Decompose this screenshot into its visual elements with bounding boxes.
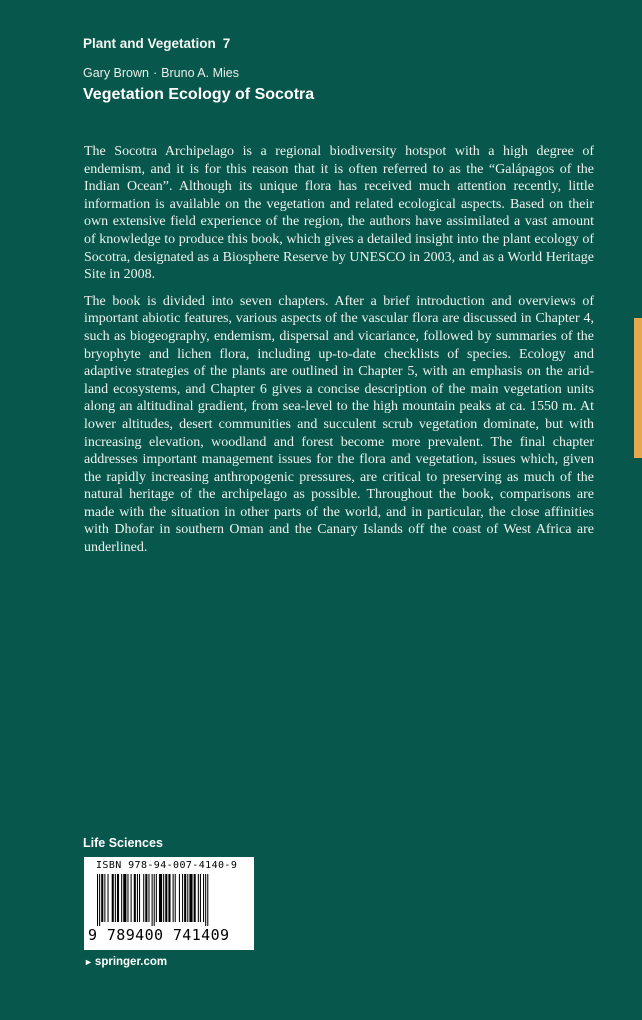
barcode-bar bbox=[101, 874, 103, 922]
isbn-label: ISBN 978-94-007-4140-9 bbox=[96, 860, 238, 871]
barcode-bar bbox=[175, 874, 176, 922]
barcode-bar bbox=[189, 874, 192, 922]
barcode-bar bbox=[108, 874, 109, 922]
barcode-bar bbox=[127, 874, 128, 922]
barcode-bar bbox=[145, 874, 147, 922]
barcode-bar bbox=[112, 874, 114, 922]
barcode-bar bbox=[123, 874, 126, 922]
paragraph-2: The book is divided into seven chapters. After a brief introduction and overviews of important abiotic features, various aspects of the vascular flora are discussed in Chapter 4, such as biogeography, endemism, dispersal and vicariance, followed by summaries of the bryophyte and lichen flora, including up-to-date checklists of species. Ecology and adaptive strategies of the plants are outlined in Chapter 5, with an emphasis on the arid-land ecosystems, and Chapter 6 gives a concise description of the main vegetation units along an altitudinal gradient, from sea-level to the high mountain peaks at ca. 1550 m. At lower altitudes, desert communities and succulent scrub vegetation dominate, but with increasing elevation, woodland and forest become more prevalent. The final chapter addresses important management issues for the flora and vegetation, issues which, given the rapidly increasing anthropogenic pressures, are critical to preserving as much of the natural heritage of the archipelago as possible. Throughout the book, comparisons are made with the situation in other parts of the world, and in particular, the close affinities with Dhofar in southern Oman and the Canary Islands off the coast of West Africa are underlined. bbox=[84, 293, 594, 556]
publisher-link[interactable] bbox=[84, 956, 167, 968]
barcode-bar bbox=[163, 874, 164, 922]
barcode-bar bbox=[168, 874, 170, 922]
barcode-bar bbox=[137, 874, 138, 922]
barcode-bar bbox=[99, 874, 100, 926]
barcode-box bbox=[84, 857, 254, 950]
series-number: 7 bbox=[222, 36, 231, 51]
barcode-bar bbox=[134, 874, 136, 922]
barcode-bars bbox=[97, 874, 242, 926]
barcode-bar bbox=[203, 874, 204, 922]
subject-label: Life Sciences bbox=[83, 836, 163, 850]
barcode-bar bbox=[173, 874, 174, 922]
barcode-bar bbox=[97, 874, 98, 926]
barcode-bar bbox=[179, 874, 180, 922]
series-name: Plant and Vegetation bbox=[83, 36, 216, 51]
barcode-bar bbox=[194, 874, 196, 922]
barcode-bar bbox=[205, 874, 206, 926]
series-line bbox=[83, 36, 230, 51]
barcode-bar bbox=[148, 874, 149, 922]
barcode-bar bbox=[182, 874, 183, 922]
barcode-bar bbox=[154, 874, 155, 926]
barcode-bar bbox=[121, 874, 122, 922]
barcode-bar bbox=[198, 874, 199, 922]
barcode-bar bbox=[152, 874, 153, 926]
barcode-bar bbox=[104, 874, 105, 922]
barcode-bar bbox=[117, 874, 119, 922]
barcode-bar bbox=[207, 874, 208, 926]
arrow-icon: ► bbox=[84, 957, 93, 967]
barcode-bar bbox=[131, 874, 132, 922]
barcode-bar bbox=[159, 874, 162, 922]
author-second: Bruno A. Mies bbox=[161, 66, 239, 80]
author-separator: · bbox=[153, 66, 158, 80]
barcode-bar bbox=[156, 874, 157, 922]
barcode-bar bbox=[139, 874, 140, 922]
authors-line bbox=[83, 66, 239, 80]
publisher-url: springer.com bbox=[94, 956, 168, 968]
book-title: Vegetation Ecology of Socotra bbox=[83, 86, 315, 103]
paragraph-1: The Socotra Archipelago is a regional biodiversity hotspot with a high degree of endemism, and it is for this reason that it is often referred to as the “Galápagos of the Indian Ocean”. Although its unique flora has received much attention recently, little information is available on the vegetation and related ecological aspects. Based on their own extensive field experience of the region, the authors have assimilated a vast amount of knowledge to produce this book, which gives a detailed insight into the plant ecology of Socotra, designated as a Biosphere Reserve by UNESCO in 2003, and as a World Heritage Site in 2008. bbox=[84, 144, 594, 283]
barcode-bar bbox=[187, 874, 188, 922]
barcode-bar bbox=[115, 874, 116, 922]
barcode-bar bbox=[143, 874, 144, 922]
barcode-bar bbox=[184, 874, 186, 922]
author-first: Gary Brown bbox=[83, 66, 149, 80]
back-cover-text bbox=[84, 143, 594, 566]
barcode-digits: 9 789400 741409 bbox=[88, 926, 230, 944]
barcode-bar bbox=[165, 874, 167, 922]
barcode-bar bbox=[200, 874, 201, 922]
accent-bar bbox=[634, 318, 642, 458]
